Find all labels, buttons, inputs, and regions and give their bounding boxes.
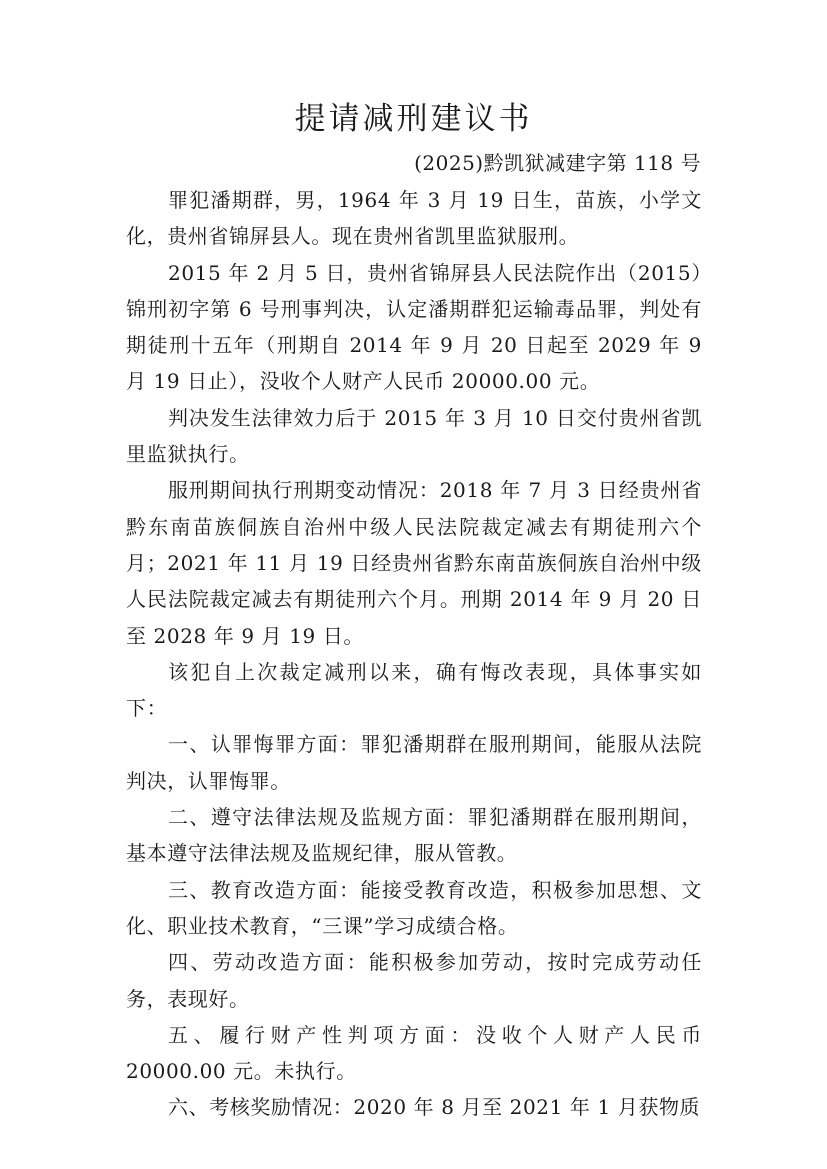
- paragraph-sentence-changes: 服刑期间执行刑期变动情况：2018 年 7 月 3 日经贵州省黔东南苗族侗族自治州中级人民法院裁定减去有期徒刑六个月；2021 年 11 月 19 日经贵州省黔东南苗族侗族自治州中级人民法院裁定减去有期徒刑六个月。刑期 2014 年 9 月 20 日至 2028 年 9 月 19 日。: [126, 478, 702, 648]
- paragraph-property-judgment: 五、履行财产性判项方面：没收个人财产人民币 20000.00 元。未执行。: [126, 1022, 702, 1084]
- paragraph-rule-compliance: 二、遵守法律法规及监规方面：罪犯潘期群在服刑期间，基本遵守法律法规及监规纪律，服从管教。: [126, 805, 702, 866]
- paragraph-rewards: 六、考核奖励情况：2020 年 8 月至 2021 年 1 月获物质: [168, 1095, 701, 1120]
- paragraph-guilt-admission: 一、认罪悔罪方面：罪犯潘期群在服刑期间，能服从法院判决，认罪悔罪。: [126, 732, 702, 793]
- paragraph-labor-reform: 四、劳动改造方面：能积极参加劳动，按时完成劳动任务，表现好。: [126, 950, 702, 1011]
- document-body: [126, 182, 702, 1126]
- paragraph-education-reform: 三、教育改造方面：能接受教育改造，积极参加思想、文化、职业技术教育，“三课”学习成绩合格。: [126, 877, 702, 938]
- paragraph-repentance-intro: 该犯自上次裁定减刑以来，确有悔改表现，具体事实如下：: [126, 659, 702, 721]
- paragraph-execution-transfer: 判决发生法律效力后于 2015 年 3 月 10 日交付贵州省凯里监狱执行。: [126, 405, 702, 467]
- paragraph-criminal-info: 罪犯潘期群，男，1964 年 3 月 19 日生，苗族，小学文化，贵州省锦屏县人。现在贵州省凯里监狱服刑。: [126, 188, 702, 249]
- paragraph-original-judgment: 2015 年 2 月 5 日，贵州省锦屏县人民法院作出（2015）锦刑初字第 6 号刑事判决，认定潘期群犯运输毒品罪，判处有期徒刑十五年（刑期自 2014 年 9 月 20 日起至 2029 年 9 月 19 日止），没收个人财产人民币 20000.00 元。: [126, 260, 702, 394]
- document-number: (2025)黔凯狱减建字第 118 号: [414, 151, 701, 175]
- document-title: 提请减刑建议书: [294, 101, 533, 137]
